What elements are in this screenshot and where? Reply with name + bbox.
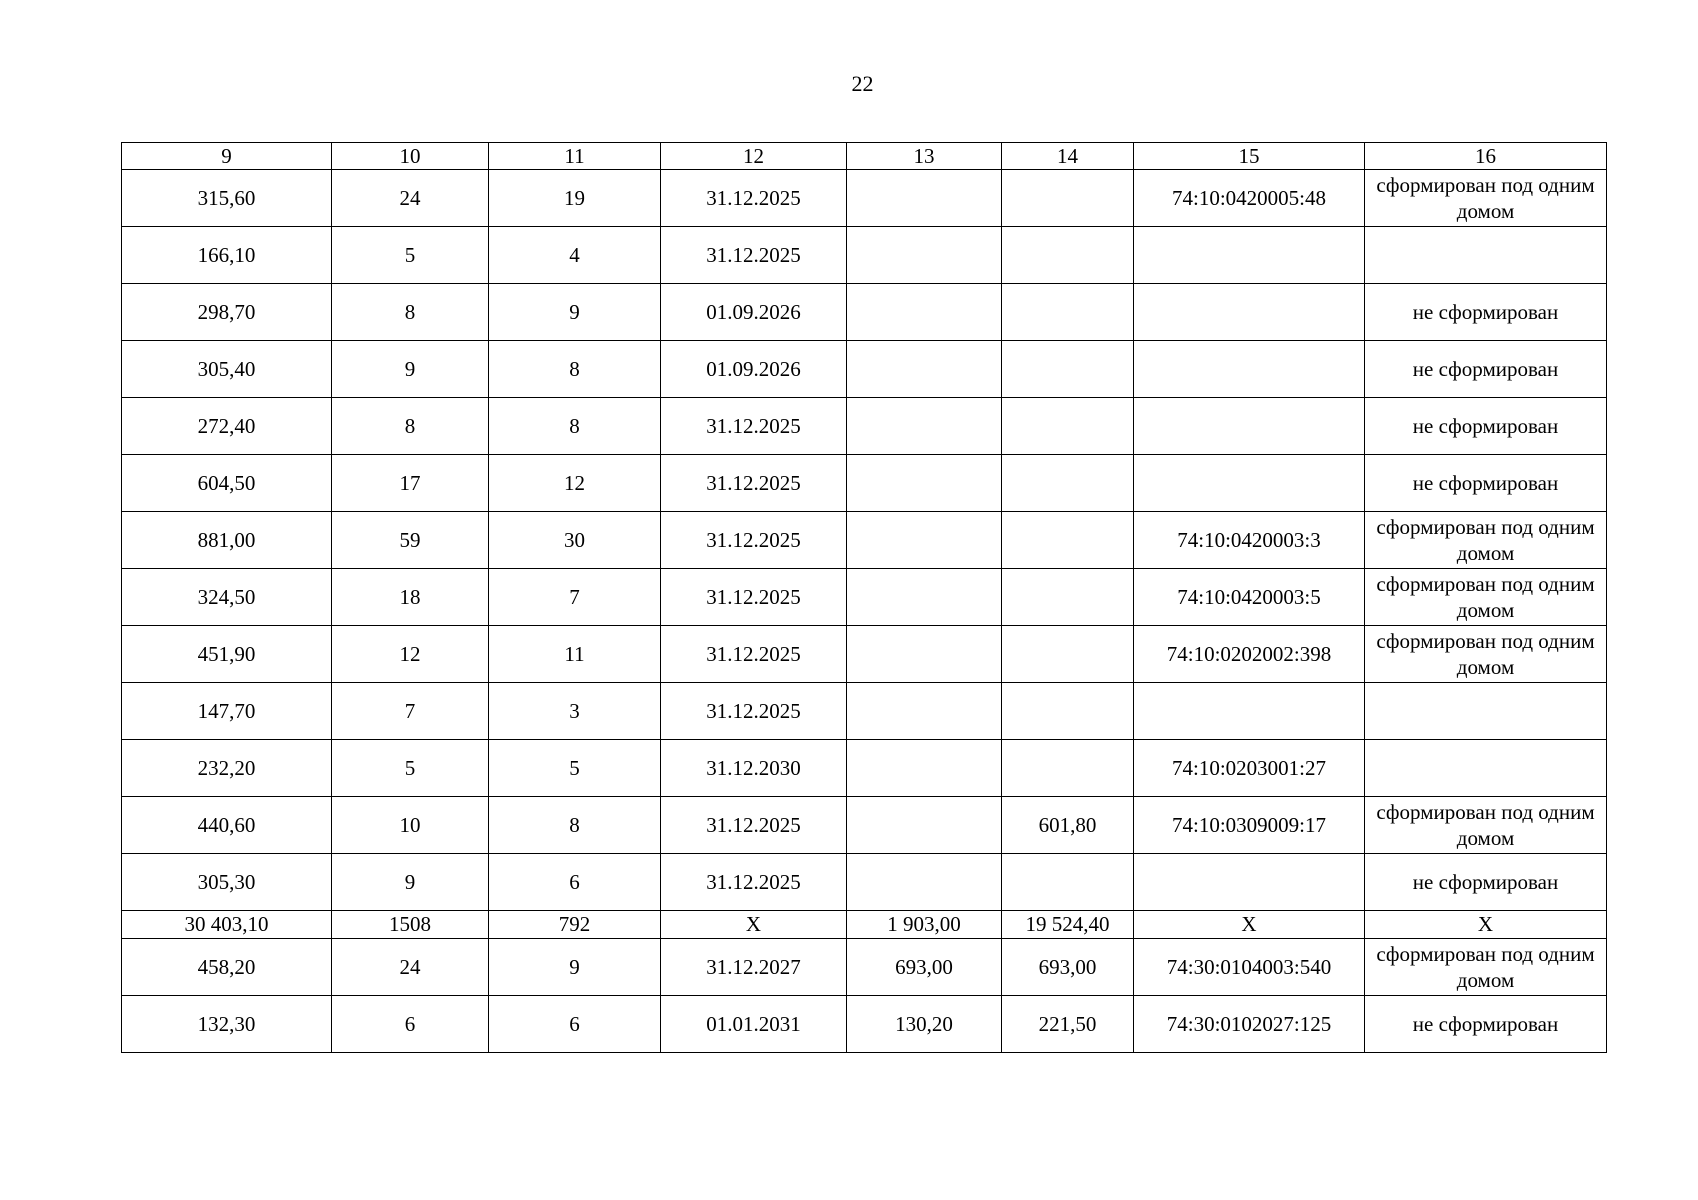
table-cell <box>847 170 1002 227</box>
table-cell: 31.12.2025 <box>661 512 847 569</box>
table-cell: 881,00 <box>122 512 332 569</box>
table-cell <box>1002 740 1134 797</box>
table-cell: 31.12.2025 <box>661 797 847 854</box>
table-cell: 19 524,40 <box>1002 911 1134 939</box>
table-cell: 693,00 <box>847 939 1002 996</box>
table-cell: 7 <box>489 569 661 626</box>
table-cell: 01.01.2031 <box>661 996 847 1053</box>
table-cell: 147,70 <box>122 683 332 740</box>
table-cell: сформирован под одним домом <box>1365 939 1607 996</box>
table-cell <box>1002 854 1134 911</box>
column-header: 12 <box>661 143 847 170</box>
table-cell: 232,20 <box>122 740 332 797</box>
table-cell: 601,80 <box>1002 797 1134 854</box>
table-cell: не сформирован <box>1365 341 1607 398</box>
table-cell: 01.09.2026 <box>661 284 847 341</box>
table-cell: не сформирован <box>1365 284 1607 341</box>
table-cell: 6 <box>489 996 661 1053</box>
table-cell: сформирован под одним домом <box>1365 512 1607 569</box>
table-cell: 8 <box>489 341 661 398</box>
table-cell: 74:30:0102027:125 <box>1134 996 1365 1053</box>
table-cell <box>1134 455 1365 512</box>
table-cell: 5 <box>332 227 489 284</box>
table-row <box>122 170 1607 227</box>
table-cell: 74:10:0309009:17 <box>1134 797 1365 854</box>
column-header: 13 <box>847 143 1002 170</box>
table-cell: 24 <box>332 170 489 227</box>
table-cell <box>1002 341 1134 398</box>
table-cell: 31.12.2025 <box>661 569 847 626</box>
table-cell <box>1134 284 1365 341</box>
table-header-row <box>122 143 1607 170</box>
table-cell: 324,50 <box>122 569 332 626</box>
column-header: 11 <box>489 143 661 170</box>
table-cell: 693,00 <box>1002 939 1134 996</box>
table-cell <box>847 512 1002 569</box>
table-cell: 305,40 <box>122 341 332 398</box>
table-row <box>122 284 1607 341</box>
column-header: 10 <box>332 143 489 170</box>
table-cell <box>1365 227 1607 284</box>
table-cell: 18 <box>332 569 489 626</box>
column-header: 14 <box>1002 143 1134 170</box>
table-cell <box>847 797 1002 854</box>
table-cell <box>1134 341 1365 398</box>
table-cell <box>847 341 1002 398</box>
table-cell: 4 <box>489 227 661 284</box>
table-cell: 74:10:0420003:3 <box>1134 512 1365 569</box>
table-cell: 132,30 <box>122 996 332 1053</box>
table-cell <box>847 284 1002 341</box>
table-cell: 3 <box>489 683 661 740</box>
table-row <box>122 398 1607 455</box>
table-cell <box>1002 170 1134 227</box>
table-cell: 7 <box>332 683 489 740</box>
table-cell: 31.12.2025 <box>661 227 847 284</box>
table-cell: 59 <box>332 512 489 569</box>
table-cell: 31.12.2025 <box>661 683 847 740</box>
table-cell: 9 <box>489 284 661 341</box>
table-cell <box>847 854 1002 911</box>
table-cell <box>847 398 1002 455</box>
table-cell: 31.12.2025 <box>661 398 847 455</box>
table-cell: 31.12.2025 <box>661 626 847 683</box>
table-cell: X <box>1365 911 1607 939</box>
table-cell: 604,50 <box>122 455 332 512</box>
table-cell <box>1002 284 1134 341</box>
table-cell <box>847 455 1002 512</box>
table-cell: 9 <box>332 341 489 398</box>
column-header: 16 <box>1365 143 1607 170</box>
table-cell: 9 <box>332 854 489 911</box>
table-cell: сформирован под одним домом <box>1365 797 1607 854</box>
table-cell: не сформирован <box>1365 996 1607 1053</box>
table-row <box>122 341 1607 398</box>
table-cell: 10 <box>332 797 489 854</box>
table-cell: 31.12.2027 <box>661 939 847 996</box>
table-cell: 305,30 <box>122 854 332 911</box>
page-number: 22 <box>851 71 874 96</box>
table-cell <box>1134 398 1365 455</box>
table-cell <box>1002 398 1134 455</box>
table-cell: 221,50 <box>1002 996 1134 1053</box>
table-total-row <box>122 911 1607 939</box>
table-cell: 8 <box>489 398 661 455</box>
table-cell: 8 <box>489 797 661 854</box>
table-row <box>122 797 1607 854</box>
table-cell: не сформирован <box>1365 455 1607 512</box>
table-cell: 298,70 <box>122 284 332 341</box>
table-cell: 01.09.2026 <box>661 341 847 398</box>
table-cell <box>1365 683 1607 740</box>
table-cell: 31.12.2030 <box>661 740 847 797</box>
table-cell: 5 <box>332 740 489 797</box>
column-header: 15 <box>1134 143 1365 170</box>
table-cell: 12 <box>332 626 489 683</box>
table-cell: 440,60 <box>122 797 332 854</box>
table-cell: 74:10:0420003:5 <box>1134 569 1365 626</box>
table-cell <box>1002 569 1134 626</box>
table-cell: не сформирован <box>1365 854 1607 911</box>
table-cell <box>847 683 1002 740</box>
table-row <box>122 227 1607 284</box>
table-row <box>122 455 1607 512</box>
table-row <box>122 626 1607 683</box>
table-row <box>122 939 1607 996</box>
table-cell: X <box>661 911 847 939</box>
table-cell <box>847 626 1002 683</box>
table-cell: 315,60 <box>122 170 332 227</box>
table-cell <box>1002 683 1134 740</box>
table-cell <box>1134 683 1365 740</box>
table-cell: 130,20 <box>847 996 1002 1053</box>
table-cell: не сформирован <box>1365 398 1607 455</box>
table-cell: 24 <box>332 939 489 996</box>
table-row <box>122 740 1607 797</box>
table-cell: 9 <box>489 939 661 996</box>
table-cell: 30 403,10 <box>122 911 332 939</box>
table-cell: 74:10:0420005:48 <box>1134 170 1365 227</box>
table-cell <box>847 740 1002 797</box>
table-cell: 1508 <box>332 911 489 939</box>
table-cell: 17 <box>332 455 489 512</box>
table-row <box>122 996 1607 1053</box>
table-cell: X <box>1134 911 1365 939</box>
table-cell: 166,10 <box>122 227 332 284</box>
table-cell: 5 <box>489 740 661 797</box>
table-row <box>122 854 1607 911</box>
table-cell <box>1134 854 1365 911</box>
table-cell: 30 <box>489 512 661 569</box>
table-cell: 31.12.2025 <box>661 455 847 512</box>
table-cell: 31.12.2025 <box>661 170 847 227</box>
table-cell <box>847 569 1002 626</box>
table-cell: сформирован под одним домом <box>1365 170 1607 227</box>
table-cell: сформирован под одним домом <box>1365 626 1607 683</box>
table-cell: 272,40 <box>122 398 332 455</box>
table-cell: 11 <box>489 626 661 683</box>
table-cell <box>1002 512 1134 569</box>
table-cell <box>1002 227 1134 284</box>
table-row <box>122 512 1607 569</box>
table-cell: 19 <box>489 170 661 227</box>
table-cell <box>847 227 1002 284</box>
table-cell: 8 <box>332 284 489 341</box>
table-cell: 6 <box>489 854 661 911</box>
data-table <box>121 142 1607 1053</box>
table-cell: 31.12.2025 <box>661 854 847 911</box>
table-cell <box>1365 740 1607 797</box>
table-cell: 1 903,00 <box>847 911 1002 939</box>
table-cell <box>1134 227 1365 284</box>
table-cell: 792 <box>489 911 661 939</box>
table-cell: 6 <box>332 996 489 1053</box>
table-cell: 8 <box>332 398 489 455</box>
column-header: 9 <box>122 143 332 170</box>
table-row <box>122 683 1607 740</box>
table-cell: 451,90 <box>122 626 332 683</box>
table-cell: 74:30:0104003:540 <box>1134 939 1365 996</box>
table-cell: 12 <box>489 455 661 512</box>
table-cell: сформирован под одним домом <box>1365 569 1607 626</box>
table-cell: 74:10:0203001:27 <box>1134 740 1365 797</box>
table-cell <box>1002 455 1134 512</box>
table-cell: 74:10:0202002:398 <box>1134 626 1365 683</box>
table-cell: 458,20 <box>122 939 332 996</box>
table-cell <box>1002 626 1134 683</box>
table-row <box>122 569 1607 626</box>
